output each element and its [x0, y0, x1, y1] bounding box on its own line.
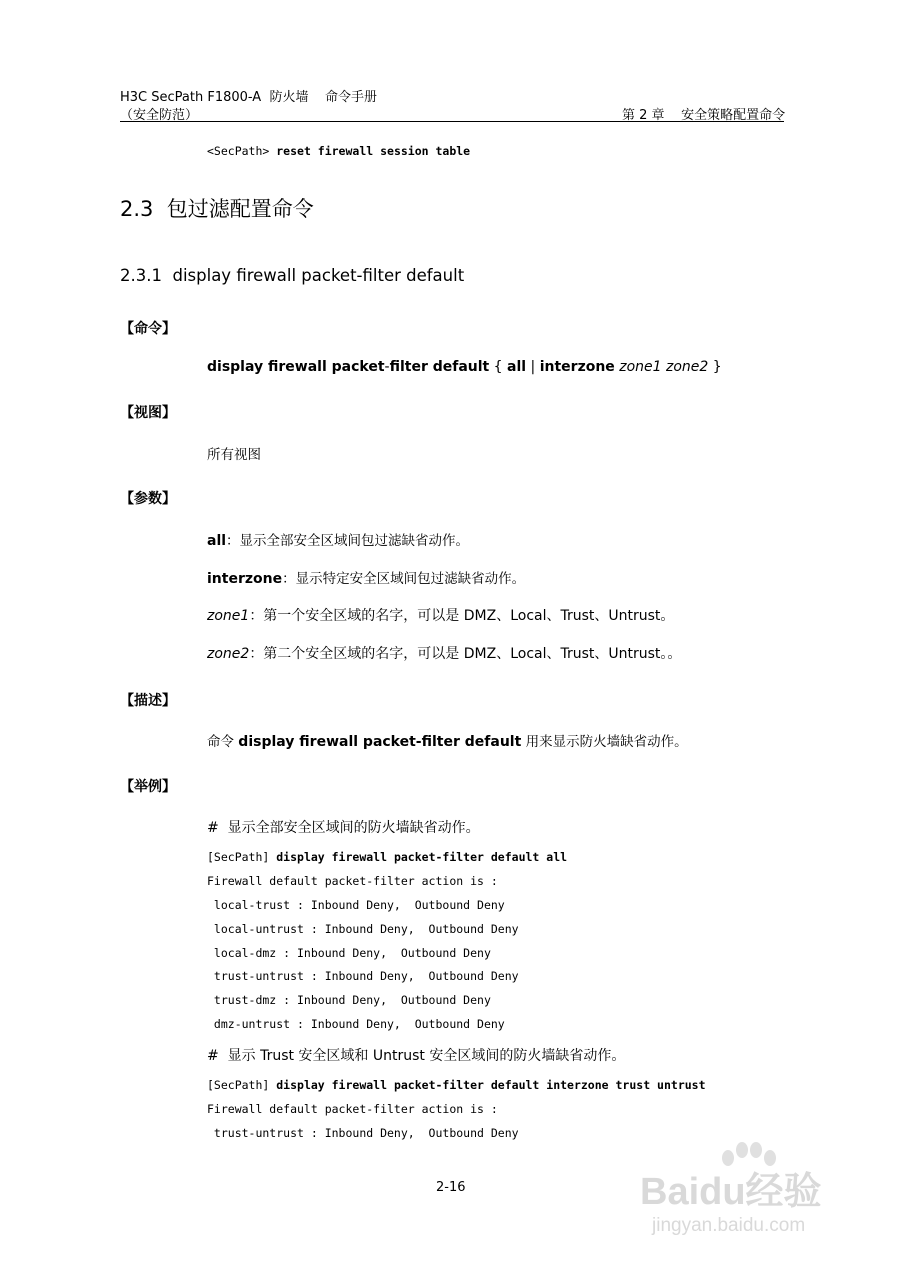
view-text: 所有视图 — [207, 447, 261, 463]
command-brace-close: } — [708, 359, 722, 375]
header-title: H3C SecPath F1800-A 防火墙 命令手册 — [120, 90, 377, 105]
page-number: 2-16 — [436, 1180, 466, 1195]
param-name: interzone — [207, 571, 283, 587]
command-bold-part2: filter default — [389, 359, 490, 375]
command-separator: | — [526, 359, 540, 375]
description-command: display firewall packet-filter default — [238, 734, 522, 750]
param-all — [207, 529, 469, 549]
param-desc: ：显示全部安全区域间包过滤缺省动作。 — [226, 533, 470, 549]
command-all: all — [507, 359, 527, 375]
example1-command-line — [207, 850, 567, 864]
example2-prompt: [SecPath] — [207, 1078, 270, 1092]
example1-output-line: local-untrust : Inbound Deny, Outbound Deny — [207, 922, 519, 936]
example1-command: display firewall packet-filter default all — [276, 850, 568, 864]
paw-icon — [718, 1140, 778, 1174]
header-chapter: 第 2 章 安全策略配置命令 — [622, 108, 786, 123]
example1-output-line: local-trust : Inbound Deny, Outbound Deny — [207, 898, 505, 912]
example1-output-line: Firewall default packet-filter action is : — [207, 874, 498, 888]
command-dash: - — [384, 359, 390, 375]
top-code-line — [207, 144, 470, 158]
example2-output-line: Firewall default packet-filter action is : — [207, 1102, 498, 1116]
baidu-watermark-logo: Baidu经验 — [640, 1171, 822, 1213]
param-interzone — [207, 567, 525, 587]
header-subtitle: （安全防范） — [120, 108, 199, 123]
example-label: 【举例】 — [120, 779, 176, 795]
top-code-prompt: <SecPath> — [207, 144, 270, 158]
command-label: 【命令】 — [120, 321, 176, 337]
example2-output-line: trust-untrust : Inbound Deny, Outbound Deny — [207, 1126, 519, 1140]
description-suffix: 用来显示防火墙缺省动作。 — [521, 734, 688, 750]
example1-output-line: trust-untrust : Inbound Deny, Outbound Deny — [207, 969, 519, 983]
param-desc: ：第二个安全区域的名字，可以是 DMZ、Local、Trust、Untrust。。 — [249, 646, 682, 662]
description-prefix: 命令 — [207, 734, 239, 750]
command-bold-part1: display firewall packet — [207, 359, 385, 375]
section-title: 包过滤配置命令 — [166, 197, 314, 221]
example1-prompt: [SecPath] — [207, 850, 270, 864]
param-name: zone1 — [207, 608, 250, 624]
example1-output-line: dmz-untrust : Inbound Deny, Outbound Deny — [207, 1017, 505, 1031]
section-number: 2.3 — [120, 197, 154, 221]
section-heading — [120, 193, 314, 223]
baidu-watermark-url: jingyan.baidu.com — [652, 1215, 806, 1236]
param-name: all — [207, 533, 227, 549]
subsection-heading — [120, 266, 464, 285]
subsection-number: 2.3.1 — [120, 266, 162, 285]
top-code-command: reset firewall session table — [276, 144, 471, 158]
header-rule — [120, 121, 784, 122]
param-desc: ：显示特定安全区域间包过滤缺省动作。 — [282, 571, 526, 587]
description-text — [207, 730, 688, 750]
param-name: zone2 — [207, 646, 250, 662]
view-label: 【视图】 — [120, 405, 176, 421]
command-interzone: interzone — [539, 359, 615, 375]
params-label: 【参数】 — [120, 491, 176, 507]
example1-output-line: local-dmz : Inbound Deny, Outbound Deny — [207, 946, 491, 960]
param-zone2 — [207, 643, 681, 663]
example1-output-line: trust-dmz : Inbound Deny, Outbound Deny — [207, 993, 491, 1007]
param-zone1 — [207, 605, 674, 625]
example1-comment: # 显示全部安全区域间的防火墙缺省动作。 — [207, 820, 480, 836]
example2-command: display firewall packet-filter default interzone trust untrust — [276, 1078, 706, 1092]
subsection-title: display firewall packet-filter default — [172, 266, 465, 285]
example2-command-line — [207, 1078, 706, 1092]
command-syntax — [207, 359, 722, 375]
command-brace-open: { — [489, 359, 508, 375]
example2-comment: # 显示 Trust 安全区域和 Untrust 安全区域间的防火墙缺省动作。 — [207, 1048, 626, 1064]
description-label: 【描述】 — [120, 693, 176, 709]
command-zones: zone1 zone2 — [614, 359, 709, 375]
param-desc: ：第一个安全区域的名字，可以是 DMZ、Local、Trust、Untrust。 — [249, 608, 675, 624]
